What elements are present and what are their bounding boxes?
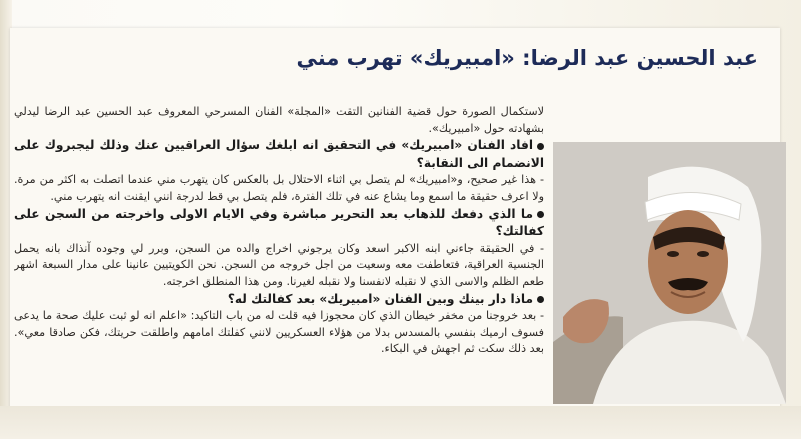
question-1-text: افاد الفنان «امبيريك» في التحقيق انه ابلغك سؤال العراقيين عنك وذلك ليجبروك على الانضمام الى النقابة؟: [14, 138, 544, 170]
question-1: [14, 137, 544, 172]
newspaper-clipping: [10, 28, 780, 428]
answer-2: - في الحقيقة جاءني ابنه الاكبر اسعد وكان يرجوني اخراج والده من السجن، وبرر لي وجوده آنذاك بانه يحمل الجنسية العراقية، فتعاطفت معه وسعيت من اجل خروجه من السجن. نحن الكويتيين عانينا على مدار السبعة اشهر طعم الظلم والاسى الذي لا نقبله لانفسنا ولا نقبله لغيرنا. ومن هذا المنطلق اخرجته.: [14, 241, 544, 288]
portrait-photo: [553, 142, 786, 404]
article-headline: عبد الحسين عبد الرضا: «امبيريك» تهرب مني: [296, 46, 758, 70]
article-intro: لاستكمال الصورة حول قضية الفنانين التقت «المجلة» الفنان المسرحي المعروف عبد الحسين عبد الرضا ليدلي بشهادته حول «امبيريك».: [14, 105, 544, 135]
question-3-text: ماذا دار بينك وبين الفنان «امبيريك» بعد كفالتك له؟: [227, 291, 533, 306]
bullet-icon: [537, 143, 544, 150]
article-body: [14, 104, 544, 434]
question-2-text: ما الذي دفعك للذهاب بعد التحرير مباشرة وفي الايام الاولى واخرجته من السجن على كفالتك؟: [14, 206, 544, 239]
answer-1: - هذا غير صحيح، و«امبيريك» لم يتصل بي اثناء الاحتلال بل بالعكس كان يتهرب مني عندما اتصلت به اكثر من مرة. ولا اعرف حقيقة ما اسمع وما يشاع عنه في تلك الفترة، فلم يتصل بي قط لدرجة انني ايقنت انه يتهرب مني.: [14, 173, 544, 203]
page-bottom-edge: [0, 406, 801, 439]
question-3: [14, 291, 544, 309]
bullet-icon: [537, 296, 544, 303]
question-2: [14, 206, 544, 241]
answer-3: - بعد خروجنا من مخفر خيطان الذي كان محجوزا فيه قلت له من باب التاكيد: «اعلم انه لو ثبت عليك صحة ما يدعى فسوف ارميك بنفسي بالمسدس بدلا من هؤلاء العسكريين لانني كفلتك امامهم واطلقت حريتك، فكن صادقا معي». بعد ذلك سكت ثم اجهش في البكاء.: [14, 309, 544, 356]
portrait-illustration: [553, 142, 786, 404]
bullet-icon: [537, 211, 544, 218]
